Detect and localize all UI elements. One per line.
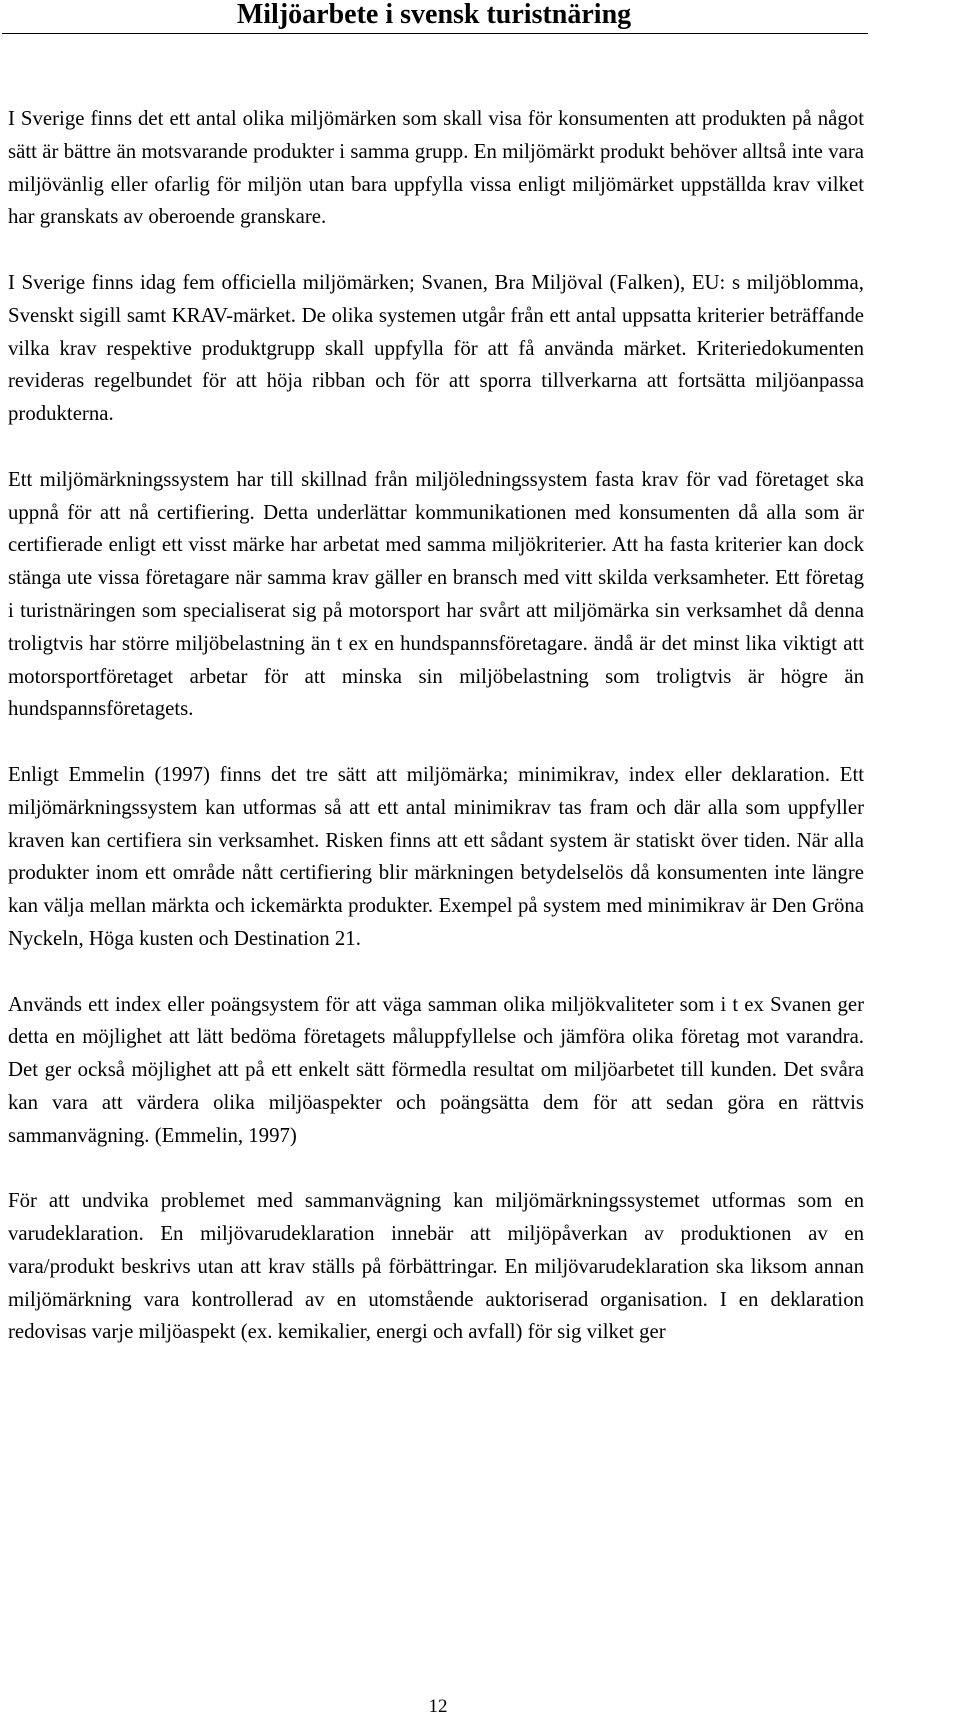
page-header bbox=[0, 0, 960, 36]
header-divider bbox=[2, 33, 868, 34]
paragraph-6: För att undvika problemet med sammanvägning kan miljömärkningssystemet utformas som en varudeklaration. En miljövarudeklaration innebär att miljöpåverkan av produktionen av en vara/produkt beskrivs utan att krav ställs på förbättringar. En miljövarudeklaration ska liksom annan miljömärkning vara kontrollerad av en utomstående auktoriserad organisation. I en deklaration redovisas varje miljöaspekt (ex. kemikalier, energi och avfall) för sig vilket ger bbox=[8, 1189, 864, 1344]
paragraph-5: Används ett index eller poängsystem för att väga samman olika miljökvaliteter som i t ex Svanen ger detta en möjlighet att lätt bedöma företagets måluppfyllelse och jämföra olika företag mot varandra. Det ger också möjlighet att på ett enkelt sätt förmedla resultat om miljöarbetet till kunden. Det svåra kan vara att värdera olika miljöaspekter och poängsätta dem för att sedan göra en rättvis sammanvägning. (Emmelin, 1997) bbox=[8, 992, 864, 1147]
page-number: 12 bbox=[428, 1696, 448, 1717]
document-title: Miljöarbete i svensk turistnäring bbox=[236, 0, 632, 30]
document-body bbox=[8, 103, 864, 1349]
paragraph-4: Enligt Emmelin (1997) finns det tre sätt att miljömärka; minimikrav, index eller deklaration. Ett miljömärkningssystem kan utformas så att ett antal minimikrav tas fram och där alla som uppfyller kraven kan certifiera sin verksamhet. Risken finns att ett sådant system är statiskt över tiden. När alla produkter inom ett område nått certifiering blir märkningen betydelselös då konsumenten inte längre kan välja mellan märkta och ickemärkta produkter. Exempel på system med minimikrav är Den Gröna Nyckeln, Höga kusten och Destination 21. bbox=[8, 762, 864, 950]
paragraph-2: I Sverige finns idag fem officiella miljömärken; Svanen, Bra Miljöval (Falken), EU: s miljöblomma, Svenskt sigill samt KRAV-märket. De olika systemen utgår från ett antal uppsatta kriterier beträffande vilka krav respektive produktgrupp skall uppfylla för att få använda märket. Kriteriedokumenten revideras regelbundet för att höja ribban och för att sporra tillverkarna att fortsätta miljöanpassa produkterna. bbox=[8, 270, 864, 426]
paragraph-3: Ett miljömärkningssystem har till skillnad från miljöledningssystem fasta krav för vad företaget ska uppnå för att nå certifiering. Detta underlättar kommunikationen med konsumenten då alla som är certifierade enligt ett visst märke har arbetat med samma miljökriterier. Att ha fasta kriterier kan dock stänga ute vissa företagare när samma krav gäller en bransch med vitt skilda verksamheter. Ett företag i turistnäringen som specialiserat sig på motorsport har svårt att miljömärka sin verksamhet då denna troligtvis har större miljöbelastning än t ex en hundspannsföretagare. ändå är det minst lika viktigt att motorsportföretaget arbetar för att minska sin miljöbelastning som troligtvis är högre än hundspannsföretagets. bbox=[8, 467, 864, 721]
paragraph-1: I Sverige finns det ett antal olika miljömärken som skall visa för konsumenten att produkten på något sätt är bättre än motsvarande produkter i samma grupp. En miljömärkt produkt behöver alltså inte vara miljövänlig eller ofarlig för miljön utan bara uppfylla vissa enligt miljömärket uppställda krav vilket har granskats av oberoende granskare. bbox=[8, 107, 864, 229]
